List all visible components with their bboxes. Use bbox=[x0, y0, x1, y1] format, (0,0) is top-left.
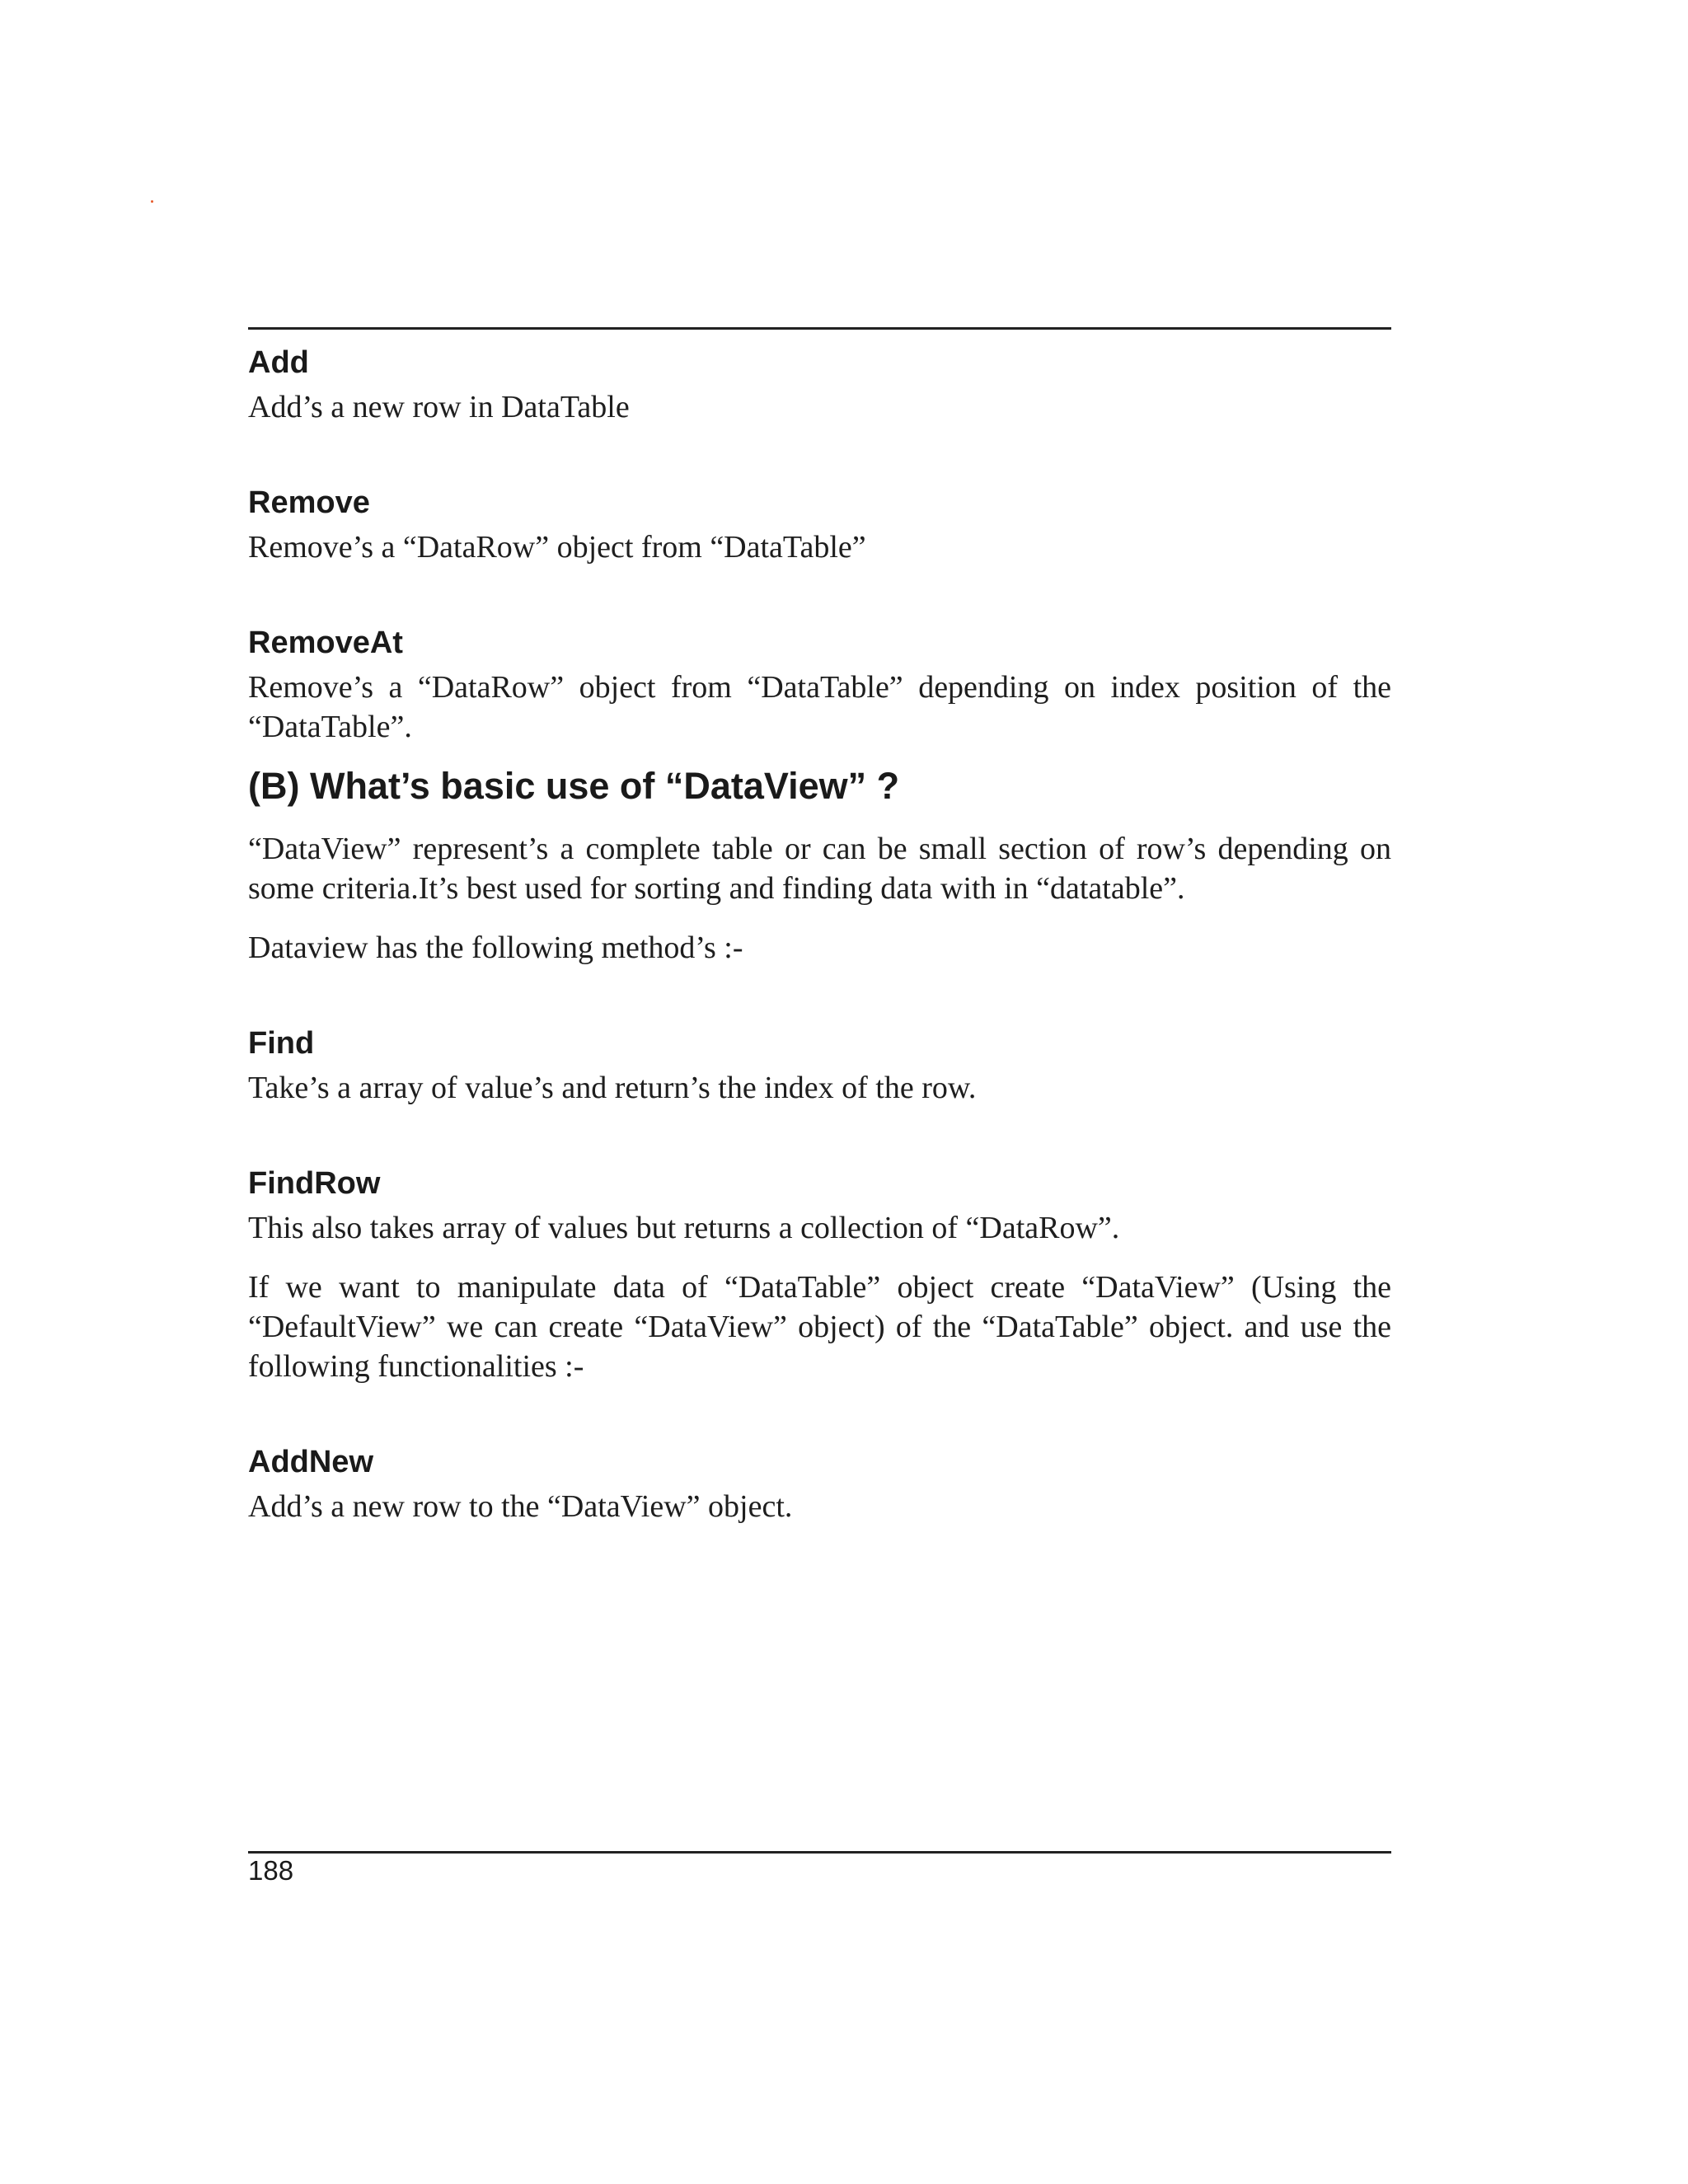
description-removeat: Remove’s a “DataRow” object from “DataTable” depending on index position of the “DataTable”. bbox=[248, 670, 1391, 744]
description-add: Add’s a new row in DataTable bbox=[248, 390, 630, 424]
description-findrow: This also takes array of values but returns a collection of “DataRow”. bbox=[248, 1211, 1120, 1245]
footer-rule bbox=[248, 1851, 1391, 1854]
header-rule bbox=[248, 327, 1391, 330]
description-remove: Remove’s a “DataRow” object from “DataTable” bbox=[248, 530, 866, 565]
term-addnew: AddNew bbox=[248, 1445, 373, 1479]
manipulation-paragraph: If we want to manipulate data of “DataTable” object create “DataView” (Using the “DefaultView” we can create “DataView” object) of the “DataTable” object. and use the following functionalities :- bbox=[248, 1270, 1391, 1384]
term-add: Add bbox=[248, 345, 309, 380]
page-mark bbox=[151, 200, 153, 203]
term-removeat: RemoveAt bbox=[248, 626, 403, 660]
dataview-methods-intro: Dataview has the following method’s :- bbox=[248, 930, 743, 965]
description-addnew: Add’s a new row to the “DataView” object. bbox=[248, 1489, 793, 1524]
term-findrow: FindRow bbox=[248, 1166, 381, 1201]
term-remove: Remove bbox=[248, 485, 370, 520]
description-find: Take’s a array of value’s and return’s the index of the row. bbox=[248, 1071, 977, 1105]
page-number: 188 bbox=[248, 1855, 294, 1886]
term-find: Find bbox=[248, 1026, 315, 1061]
section-heading: (B) What’s basic use of “DataView” ? bbox=[248, 765, 900, 807]
page-content bbox=[248, 338, 1391, 1526]
dataview-paragraph: “DataView” represent’s a complete table or can be small section of row’s depending on some criteria.It’s best used for sorting and finding data with in “datatable”. bbox=[248, 832, 1391, 906]
